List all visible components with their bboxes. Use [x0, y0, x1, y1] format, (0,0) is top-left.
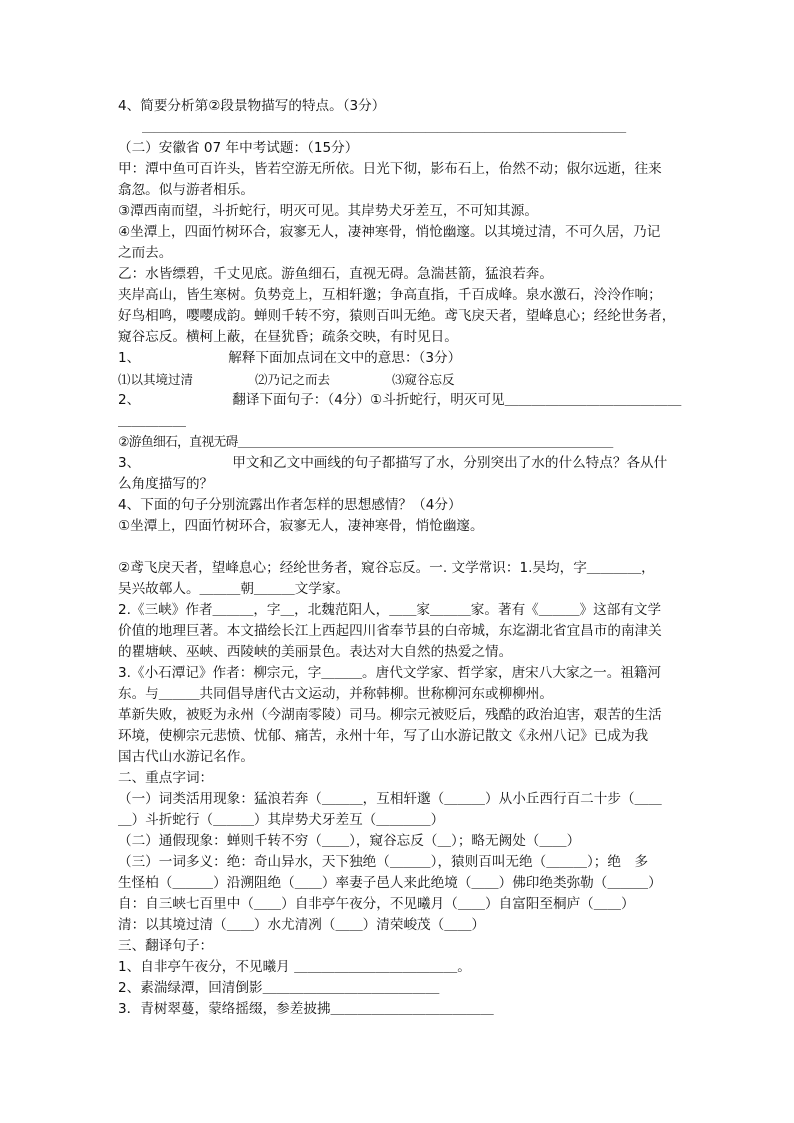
passage-b-line-4: 窥谷忘反。横柯上蔽，在昼犹昏；疏条交映，有时见日。 — [118, 329, 458, 345]
question-4-sentence-2-and-literature-1: ②鸢飞戾天者，望峰息心；经纶世务者，窥谷忘反。一. 文学常识：1.吴均，字＿＿＿＿， — [118, 560, 655, 576]
key-words-qing: 清：以其境过清（＿＿）水尤清冽（＿＿）清荣峻茂（＿＿） — [118, 917, 486, 933]
question-number: 2、 — [118, 392, 141, 408]
literature-3-line-5: 国古代山水游记名作。 — [118, 749, 254, 765]
passage-a-line-2: 翕忽。似与游者相乐。 — [118, 182, 254, 198]
literature-3-line-1: 3.《小石潭记》作者：柳宗元，字＿＿＿。唐代文学家、哲学家，唐宋八大家之一。祖籍河 — [118, 665, 662, 681]
question-4-sentence-1: ①坐潭上，四面竹树环合，寂寥无人，凄神寒骨，悄怆幽邃。 — [118, 518, 484, 534]
key-words-polysemy-line-2: 生怪柏（＿＿＿）沿溯阻绝（＿＿）率妻子邑人来此绝境（＿＿）佛印绝类弥勒（＿＿＿） — [118, 875, 662, 891]
passage-b-line-3: 好鸟相鸣，嘤嘤成韵。蝉则千转不穷，猿则百叫无绝。鸢飞戾天者，望峰息心；经纶世务者， — [118, 308, 676, 324]
passage-a-para-4-line-2: 之而去。 — [118, 245, 173, 261]
question-3-continuation: 么角度描写的？ — [118, 476, 214, 492]
item-2: ⑵乃记之而去 — [255, 372, 331, 387]
question-number: 1、 — [118, 350, 141, 366]
translate-item-1: 1、自非亭午夜分，不见曦月 ＿＿＿＿＿＿＿＿＿＿＿＿。 — [118, 959, 471, 975]
passage-b-line-2: 夹岸高山，皆生寒树。负势竞上，互相轩邈；争高直指，千百成峰。泉水激石，泠泠作响； — [118, 287, 662, 303]
literature-2-line-3: 的瞿塘峡、巫峡、西陵峡的美丽景色。表达对大自然的热爱之情。 — [118, 644, 513, 660]
section-heading-key-words: 二、重点字词： — [118, 770, 214, 786]
key-words-loan-characters: （二）通假现象：蝉则千转不穷（＿＿），窥谷忘反（＿）；略无阙处（＿＿） — [118, 833, 581, 849]
translate-item-3: 3．青树翠蔓，蒙络摇缀，参差披拂＿＿＿＿＿＿＿＿＿＿＿＿ — [118, 1001, 494, 1017]
question-4-prompt: 4、简要分析第②段景物描写的特点。（3分） — [118, 98, 386, 114]
passage-a-para-4-line-1: ④坐潭上，四面竹树环合，寂寥无人，凄神寒骨，悄怆幽邃。以其境过清，不可久居，乃记 — [118, 224, 661, 240]
literature-2-line-1: 2.《三峡》作者＿＿＿，字＿，北魏范阳人，＿＿家＿＿＿家。著有《＿＿＿》这部有文学 — [118, 602, 662, 618]
key-words-word-class-line-1: （一）词类活用现象：猛浪若奔（＿＿＿，互相轩邈（＿＿＿）从小丘西行百二十步（＿＿ — [118, 791, 662, 807]
question-1-items — [118, 369, 678, 390]
blank-space — [118, 537, 678, 558]
question-2-part-2: ②游鱼细石，直视无碍＿＿＿＿＿＿＿＿＿＿＿＿＿＿＿＿＿＿＿＿＿＿＿＿＿＿＿＿＿＿＿ — [118, 435, 613, 450]
question-3 — [118, 453, 678, 474]
question-text: 翻译下面句子：（4分）①斗折蛇行，明灭可见＿＿＿＿＿＿＿＿＿＿＿＿＿ — [232, 392, 682, 408]
section-heading-translate: 三、翻译句子： — [118, 938, 214, 954]
passage-b-line-1: 乙：水皆缥碧，千丈见底。游鱼细石，直视无碍。急湍甚箭，猛浪若奔。 — [118, 266, 553, 282]
literature-3-line-4: 环境，使柳宗元悲愤、忧郁、痛苦，永州十年，写了山水游记散文《永州八记》已成为我 — [118, 728, 649, 744]
literature-2-line-2: 价值的地理巨著。本文描绘长江上西起四川省奉节县的白帝城，东迄湖北省宜昌市的南津关 — [118, 623, 662, 639]
key-words-word-class-line-2: ＿）斗折蛇行（＿＿＿）其岸势犬牙差互（＿＿＿＿） — [118, 812, 445, 828]
question-1 — [118, 348, 678, 369]
passage-a-line-1: 甲：潭中鱼可百许头，皆若空游无所依。日光下彻，影布石上，佁然不动；俶尔远逝，往来 — [118, 161, 662, 177]
answer-blank-continuation: ＿＿＿＿＿ — [118, 413, 186, 429]
literature-1-continuation: 吴兴故鄣人。＿＿＿朝＿＿＿文学家。 — [118, 581, 350, 597]
question-4-emotions: 4、下面的句子分别流露出作者怎样的思想感情？（4分） — [118, 497, 462, 513]
section-heading-anhui: （二）安徽省 07 年中考试题：（15分） — [118, 140, 359, 156]
document-page — [118, 96, 682, 1020]
question-text: 甲文和乙文中画线的句子都描写了水，分别突出了水的什么特点？各从什 — [232, 455, 668, 471]
item-1: ⑴以其境过清 — [118, 372, 194, 387]
key-words-polysemy-line-1: （三）一词多义：绝：奇山异水，天下独绝（＿＿＿），猿则百叫无绝（＿＿＿）；绝 多 — [118, 854, 649, 870]
item-3: ⑶窥谷忘反 — [392, 372, 455, 387]
question-number: 3、 — [118, 455, 141, 471]
translate-item-2: 2、素湍绿潭，回清倒影＿＿＿＿＿＿＿＿＿＿＿＿＿ — [118, 980, 440, 996]
literature-3-line-2: 东。与＿＿＿共同倡导唐代古文运动，并称韩柳。世称柳河东或柳柳州。 — [118, 686, 553, 702]
passage-a-para-3: ③潭西南而望，斗折蛇行，明灭可见。其岸势犬牙差互，不可知其源。 — [118, 203, 538, 219]
literature-3-line-3: 革新失败，被贬为永州（今湖南零陵）司马。柳宗元被贬后，残酷的政治迫害，艰苦的生活 — [118, 707, 662, 723]
key-words-zi: 自：自三峡七百里中（＿＿）自非亭午夜分，不见曦月（＿＿）自富阳至桐庐（＿＿） — [118, 896, 635, 912]
question-text: 解释下面加点词在文中的意思：（3分） — [228, 350, 462, 366]
question-2 — [118, 390, 682, 411]
answer-blank-line: ＿＿＿＿＿＿＿＿＿＿＿＿＿＿＿＿＿＿＿＿＿＿＿＿＿＿＿＿＿＿＿＿＿＿＿＿＿＿＿＿＿ — [142, 120, 626, 134]
